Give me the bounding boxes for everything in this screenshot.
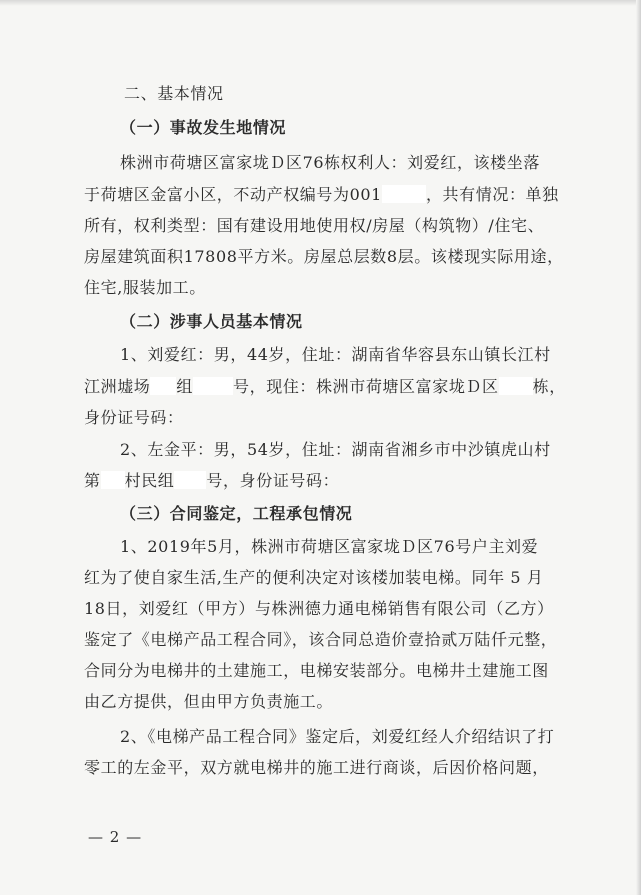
text-segment: ，共有情况：单独: [425, 185, 559, 204]
text-segment: 栋，: [532, 377, 566, 396]
paragraph-line: 零工的左金平，双方就电梯井的施工进行商谈，后因价格问题，: [84, 758, 549, 777]
paragraph-line: 所有，权利类型：国有建设用地使用权/房屋（构筑物）/住宅、: [84, 216, 545, 235]
paragraph-line: 身份证号码：: [84, 408, 184, 427]
redaction-mask: [150, 377, 176, 395]
paragraph-line: [84, 471, 339, 491]
redaction-mask: [382, 185, 426, 203]
paragraph-line: 2、《电梯产品工程合同》鉴定后，刘爱红经人介绍结识了打: [120, 727, 555, 746]
subsection-title-3: （三）合同鉴定，工程承包情况: [120, 504, 353, 523]
paragraph-line: 株洲市荷塘区富家垅Ｄ区76栋权利人：刘爱红，该楼坐落: [120, 153, 540, 172]
page-number: — 2 —: [88, 828, 143, 846]
paragraph-line: [84, 377, 566, 397]
subsection-title-1: （一）事故发生地情况: [120, 118, 287, 137]
paragraph-line: 鉴定了《电梯产品工程合同》，该合同总造价壹拾贰万陆仟元整，: [84, 630, 558, 649]
text-segment: 组: [176, 377, 194, 396]
redaction-mask: [499, 377, 533, 395]
text-segment: 号，现住：株洲市荷塘区富家垅Ｄ区: [233, 377, 499, 396]
text-segment: 第: [84, 471, 101, 490]
paragraph-line: 1、2019年5月，株洲市荷塘区富家垅Ｄ区76号户主刘爱: [120, 537, 539, 556]
redaction-mask: [174, 471, 206, 489]
text-segment: 村民组: [124, 471, 175, 490]
paragraph-line: 1、刘爱红：男，44岁，住址：湖南省华容县东山镇长江村: [120, 345, 551, 364]
scan-edge-top: [0, 0, 641, 6]
scan-edge-right: [636, 0, 641, 895]
section-title: 二、基本情况: [124, 84, 224, 103]
redaction-mask: [193, 377, 233, 395]
text-segment: 江洲墟场: [84, 377, 151, 396]
paragraph-line: [84, 185, 559, 205]
text-segment: 于荷塘区金富小区，不动产权编号为001: [84, 185, 382, 204]
paragraph-line: 合同分为电梯井的土建施工，电梯安装部分。电梯井土建施工图: [84, 661, 549, 680]
paragraph-line: 房屋建筑面积17808平方米。房屋总层数8层。该楼现实际用途，: [84, 247, 564, 266]
subsection-title-2: （二）涉事人员基本情况: [120, 312, 303, 331]
paragraph-line: 红为了使自家生活,生产的便利决定对该楼加装电梯。同年 5 月: [84, 568, 544, 587]
paragraph-line: 2、左金平：男，54岁，住址：湖南省湘乡市中沙镇虎山村: [120, 440, 551, 459]
redaction-mask: [101, 471, 125, 489]
paragraph-line: 18日，刘爱红（甲方）与株洲德力通电梯销售有限公司（乙方）: [84, 599, 554, 618]
paragraph-line: 由乙方提供，但由甲方负责施工。: [84, 692, 334, 711]
text-segment: 号，身份证号码：: [206, 471, 340, 490]
paragraph-line: 住宅,服装加工。: [84, 278, 206, 297]
